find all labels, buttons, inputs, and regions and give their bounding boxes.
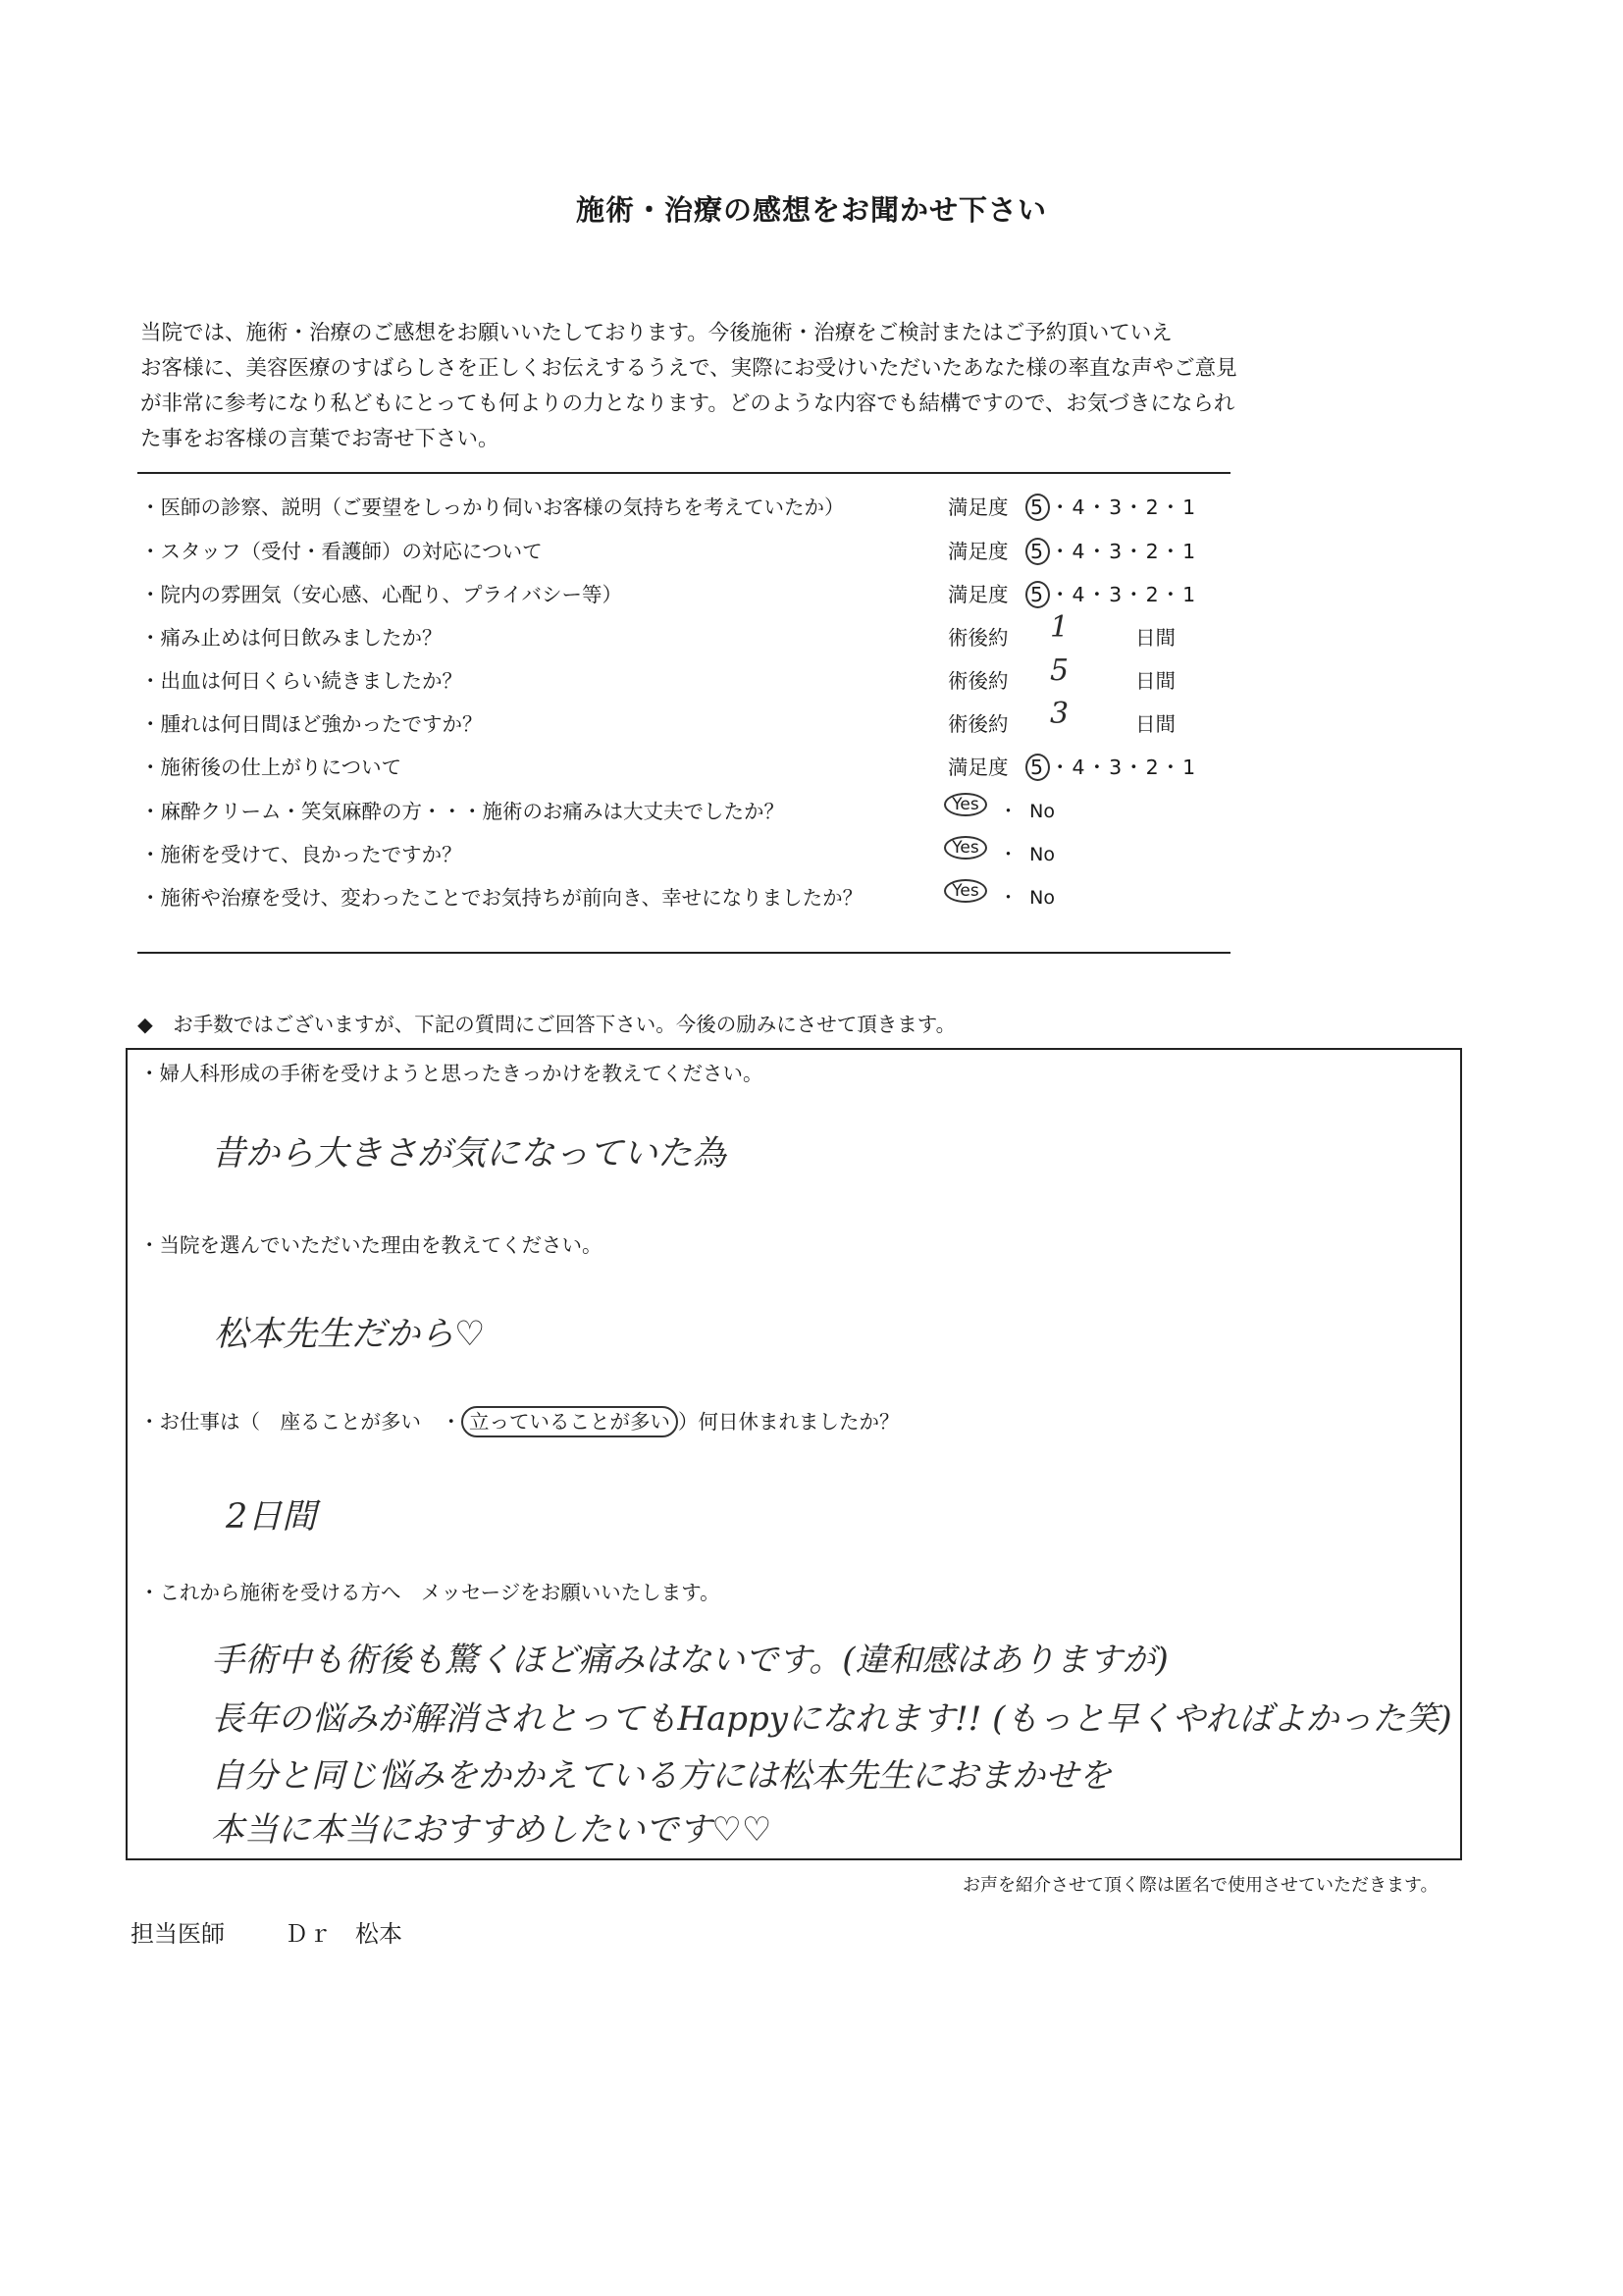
rating-options: ・4・3・2・1 xyxy=(1050,496,1198,519)
open-question-3 xyxy=(139,1405,900,1435)
message-line[interactable]: 長年の悩みが解消されとってもHappyになれます!! (もっと早くやればよかった笑) xyxy=(211,1699,1452,1739)
survey-question: ・麻酔クリーム・笑気麻酔の方・・・施術のお痛みは大丈夫でしたか？ xyxy=(140,800,784,823)
no-option xyxy=(999,840,1055,866)
survey-question: ・スタッフ（受付・看護師）の対応について xyxy=(140,540,543,563)
rating-options: ・4・3・2・1 xyxy=(1050,756,1198,779)
survey-question: ・施術後の仕上がりについて xyxy=(140,756,402,779)
intro-line: た事をお客様の言葉でお寄せ下さい。 xyxy=(140,427,499,451)
doctor-label: 担当医師 xyxy=(131,1920,225,1948)
satisfaction-label: 満足度 xyxy=(948,496,1009,519)
message-line[interactable]: 手術中も術後も驚くほど痛みはないです。(違和感はありますが) xyxy=(211,1641,1169,1680)
no-label[interactable]: No xyxy=(1029,887,1055,909)
rating-options: ・4・3・2・1 xyxy=(1050,540,1198,563)
work-option-selected[interactable]: 立っていることが多い xyxy=(461,1406,678,1437)
section-heading: ◆ お手数ではございますが、下記の質問にご回答下さい。今後の励みにさせて頂きます。 xyxy=(137,1013,957,1036)
survey-question: ・院内の雰囲気（安心感、心配り、プライバシー等） xyxy=(140,583,622,606)
survey-question: ・出血は何日くらい続きましたか？ xyxy=(140,669,462,693)
satisfaction-scale xyxy=(1025,751,1197,780)
message-line[interactable]: 本当に本当におすすめしたいです♡♡ xyxy=(211,1810,772,1850)
satisfaction-scale xyxy=(1025,491,1197,520)
message-line[interactable]: 自分と同じ悩みをかかえている方には松本先生におまかせを xyxy=(211,1756,1112,1796)
satisfaction-label: 満足度 xyxy=(948,756,1009,779)
selected-rating[interactable]: 5 xyxy=(1025,581,1050,608)
no-label[interactable]: No xyxy=(1029,801,1055,822)
days-prefix: 術後約 xyxy=(948,626,1009,650)
survey-top-rule xyxy=(137,472,1230,474)
days-answer[interactable]: 5 xyxy=(1050,653,1070,688)
page-title: 施術・治療の感想をお聞かせ下さい xyxy=(575,193,1047,227)
separator: ・ xyxy=(999,801,1019,822)
separator: ・ xyxy=(999,887,1019,909)
survey-question: ・腫れは何日間ほど強かったですか？ xyxy=(140,712,483,736)
days-answer[interactable]: 3 xyxy=(1050,697,1070,731)
yes-option-selected[interactable]: Yes xyxy=(944,793,987,816)
survey-bottom-rule xyxy=(137,952,1230,954)
work-question-prefix: ・お仕事は（ 座ることが多い ・ xyxy=(139,1410,461,1434)
anonymity-note: お声を紹介させて頂く際は匿名で使用させていただきます。 xyxy=(963,1875,1439,1896)
intro-line: お客様に、美容医療のすばらしさを正しくお伝えするうえで、実際にお受けいただいたあなた様の率直な声やご意見 xyxy=(140,356,1237,381)
days-unit: 日間 xyxy=(1135,712,1176,736)
satisfaction-scale xyxy=(1025,535,1197,564)
selected-rating[interactable]: 5 xyxy=(1025,754,1050,781)
satisfaction-label: 満足度 xyxy=(948,540,1009,563)
open-question-4: ・これから施術を受ける方へ メッセージをお願いいたします。 xyxy=(139,1581,720,1604)
yes-option-selected[interactable]: Yes xyxy=(944,879,987,903)
days-answer[interactable]: 1 xyxy=(1050,610,1070,645)
no-option xyxy=(999,797,1055,823)
intro-line: 当院では、施術・治療のご感想をお願いいたしております。今後施術・治療をご検討またはご予約頂いていえ xyxy=(140,321,1173,345)
handwritten-answer-3[interactable]: 2日間 xyxy=(226,1497,317,1537)
days-unit: 日間 xyxy=(1135,669,1176,693)
selected-rating[interactable]: 5 xyxy=(1025,538,1050,565)
open-question-2: ・当院を選んでいただいた理由を教えてください。 xyxy=(139,1233,602,1257)
rating-options: ・4・3・2・1 xyxy=(1050,583,1198,606)
survey-question: ・痛み止めは何日飲みましたか？ xyxy=(140,626,443,650)
no-option xyxy=(999,883,1055,910)
handwritten-answer-1[interactable]: 昔から大きさが気になっていた為 xyxy=(211,1134,727,1174)
no-label[interactable]: No xyxy=(1029,844,1055,865)
selected-rating[interactable]: 5 xyxy=(1025,494,1050,521)
work-question-suffix: ）何日休まれましたか？ xyxy=(678,1410,900,1434)
survey-question: ・医師の診察、説明（ご要望をしっかり伺いお客様の気持ちを考えていたか） xyxy=(140,496,845,519)
separator: ・ xyxy=(999,844,1019,865)
satisfaction-label: 満足度 xyxy=(948,583,1009,606)
open-question-1: ・婦人科形成の手術を受けようと思ったきっかけを教えてください。 xyxy=(139,1062,763,1085)
yes-option-selected[interactable]: Yes xyxy=(944,836,987,860)
days-unit: 日間 xyxy=(1135,626,1176,650)
intro-paragraph xyxy=(140,316,1249,457)
doctor-name: Ｄｒ 松本 xyxy=(285,1920,402,1948)
intro-line: が非常に参考になり私どもにとっても何よりの力となります。どのような内容でも結構ですので、お気づきになられ xyxy=(140,391,1235,416)
days-prefix: 術後約 xyxy=(948,669,1009,693)
days-prefix: 術後約 xyxy=(948,712,1009,736)
survey-question: ・施術や治療を受け、変わったことでお気持ちが前向き、幸せになりましたか？ xyxy=(140,886,864,910)
satisfaction-scale xyxy=(1025,578,1197,607)
handwritten-answer-2[interactable]: 松本先生だから♡ xyxy=(214,1315,486,1354)
survey-question: ・施術を受けて、良かったですか？ xyxy=(140,843,462,866)
